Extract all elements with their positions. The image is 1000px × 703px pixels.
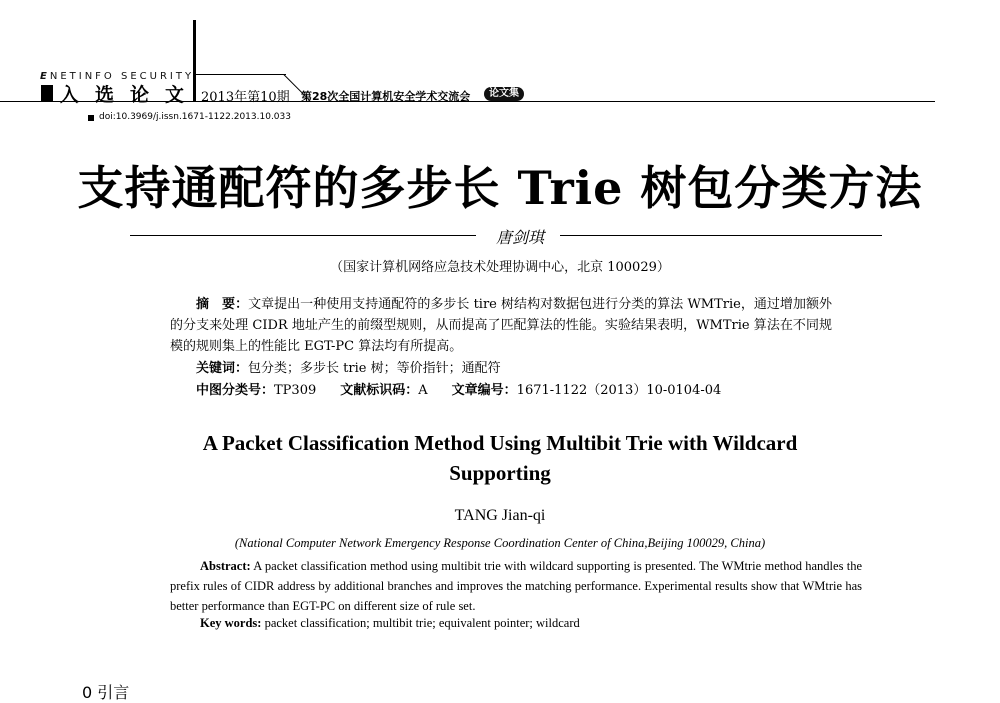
affiliation-en: (National Computer Network Emergency Response Coordination Center of China,Beijing 100029, China)	[234, 536, 766, 550]
keywords-en-text: packet classification; multibit trie; equivalent pointer; wildcard	[264, 616, 580, 630]
journal-logo-mark: E	[40, 71, 50, 82]
doccode-label: 文献标识码：	[340, 383, 419, 398]
issue-label: 2013年第10期	[201, 90, 290, 105]
conference-badge: 论文集	[484, 87, 524, 101]
journal-name-text: NETINFO SECURITY	[49, 71, 195, 82]
keywords-cn	[196, 357, 501, 376]
keywords-en-label: Key words:	[200, 616, 262, 630]
articleno-value: 1671-1122（2013）10-0104-04	[516, 383, 722, 398]
abstract-cn-label: 摘 要：	[196, 297, 249, 312]
abstract-cn-text: 文章提出一种使用支持通配符的多步长 tire 树结构对数据包进行分类的算法 WMTrie，通过增加额外的分支来处理 CIDR 地址产生的前缀型规则，从而提高了匹配算法的性能。实验结果表明，WMTrie 算法在不同规模的规则集上的性能比 EGT-PC 算法均有所提高。	[170, 297, 832, 354]
class-value: TP309	[274, 383, 317, 398]
keywords-cn-text: 包分类；多步长 trie 树；等价指针；通配符	[248, 361, 501, 376]
affiliation-cn: （国家计算机网络应急技术处理协调中心，北京 100029）	[330, 260, 670, 275]
class-label: 中图分类号：	[196, 383, 275, 398]
author-rule-left	[130, 235, 476, 236]
title-en-line2: Supporting	[449, 461, 551, 485]
doi-bullet-icon	[88, 115, 94, 121]
abstract-cn	[170, 294, 832, 357]
selected-paper-label: 入选论文	[60, 84, 201, 106]
abstract-en-label: Abstract:	[200, 559, 251, 573]
paper-title-cn: 支持通配符的多步长 Trie 树包分类方法	[77, 161, 923, 215]
section-marker-icon	[41, 85, 53, 101]
abstract-en	[170, 556, 862, 616]
doccode-value: A	[418, 383, 428, 398]
header-rule-short	[196, 74, 286, 75]
abstract-en-text: A packet classification method using multibit trie with wildcard supporting is presented. The WMtrie method handles the prefix rules of CIDR address by additional branches and improves the matching performance. Experimental results show that WMtrie has better performance than EGT-PC on different size of rule set.	[170, 559, 862, 613]
keywords-cn-label: 关键词：	[196, 361, 249, 376]
articleno-label: 文章编号：	[451, 383, 517, 398]
author-rule-right	[560, 235, 882, 236]
section-heading: 0 引言	[82, 683, 130, 702]
title-en-line1: A Packet Classification Method Using Multibit Trie with Wildcard	[202, 431, 798, 455]
keywords-en	[200, 616, 580, 631]
classification-line	[196, 379, 721, 398]
author-cn: 唐剑琪	[495, 228, 544, 247]
paper-title-en	[0, 428, 1000, 488]
author-en: TANG Jian-qi	[454, 507, 546, 524]
conference-name: 第28次全国计算机安全学术交流会	[301, 90, 471, 103]
doi-text[interactable]: doi:10.3969/j.issn.1671-1122.2013.10.033	[99, 112, 291, 122]
